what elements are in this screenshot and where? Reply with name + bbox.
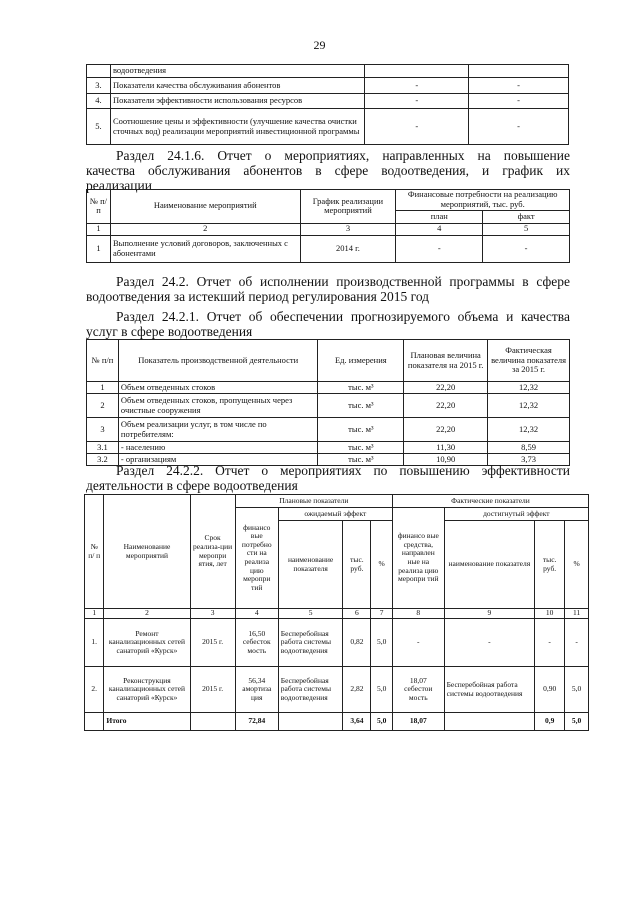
table-row: 1. Ремонт канализационных сетей санаторий «Курск» 2015 г. 16,50 себесток мость Бесперебойная работа системы водоотведения 0,82 5,0 - - - - — [85, 619, 589, 667]
section-24-1-6-heading: Раздел 24.1.6. Отчет о мероприятиях, направленных на повышение качества обслуживания абонентов в сфере водоотведения, и график их реализации — [86, 148, 570, 193]
section-24-2-heading: Раздел 24.2. Отчет об исполнении производственной программы в сфере водоотведения за истекший период регулирования 2015 год — [86, 274, 570, 304]
table-total-row: Итого 72,84 3,64 5,0 18,07 0,9 5,0 — [85, 713, 589, 731]
service-quality-table: № п/п Наименование мероприятий График реализации мероприятий Финансовые потребности на реализацию мероприятий, тыс. руб. план факт 1 2 3 4 5 1 Выполнение условий договоров, заключенных с абонентами 2014 г. - - — [86, 189, 570, 263]
table-row: водоотведения — [87, 65, 569, 78]
efficiency-measures-table: № п/ п Наименование мероприятий Срок реализа-ции меропри ятия, лет Плановые показатели Фактические показатели финансо вые потребно сти на реализа цию меропри тий ожидаемый эффект финансо вые средства, направлен ные на реализа цию меропри тий достигнутый эффект наименование показателя тыс. руб. % наименование показателя тыс. руб. % 1 2 3 4 5 6 7 8 9 10 11 1. Ремонт канализационных сетей санаторий «Курск» 2015 г. 16,50 себесток мость Бесперебойная работа системы водоотведения 0,82 5,0 - - - - 2. Реконструкция канализационных сетей санаторий «Курск» 2015 г. 56,34 амортиза ция Бесперебойная работа системы водоотведения 2,82 5,0 18,07 себестои мость Бесперебойная работа системы водоотведения 0,90 5,0 Итого 72,84 3,64 5,0 18,07 0,9 5,0 — [84, 494, 589, 731]
table-row: 5. Соотношение цены и эффективности (улучшение качества очистки сточных вод) реализации мероприятий инвестиционной программы - - — [87, 109, 569, 145]
table-row: 2. Реконструкция канализационных сетей санаторий «Курск» 2015 г. 56,34 амортиза ция Бесперебойная работа системы водоотведения 2,82 5,0 18,07 себестои мость Бесперебойная работа системы водоотведения 0,90 5,0 — [85, 667, 589, 713]
indicators-table — [86, 64, 569, 145]
section-24-2-1-heading: Раздел 24.2.1. Отчет об обеспечении прогнозируемого объема и качества услуг в сфере водоотведения — [86, 309, 570, 339]
page-number: 29 — [313, 38, 326, 52]
table-row: 2 Объем отведенных стоков, пропущенных через очистные сооружения тыс. м³ 22,20 12,32 — [87, 394, 570, 418]
table-row: 1 Выполнение условий договоров, заключенных с абонентами 2014 г. - - — [87, 235, 570, 262]
production-program-table: № п/п Показатель производственной деятельности Ед. измерения Плановая величина показателя на 2015 г. Фактическая величина показателя за 2015 г. 1 Объем отведенных стоков тыс. м³ 22,20 12,32 2 Объем отведенных стоков, пропущенных через очистные сооружения тыс. м³ 22,20 12,32 3 Объем реализации услуг, в том числе по потребителям: тыс. м³ 22,20 12,32 3.1 - населению тыс. м³ 11,30 8,59 3.2 - организациям тыс. м³ 10,90 3,73 — [86, 339, 570, 466]
table-row: 3.1 - населению тыс. м³ 11,30 8,59 — [87, 442, 570, 454]
table-row: 3.2 - организациям тыс. м³ 10,90 3,73 — [87, 454, 570, 466]
table-index-row: 1 2 3 4 5 — [87, 223, 570, 235]
table-row: 3 Объем реализации услуг, в том числе по потребителям: тыс. м³ 22,20 12,32 — [87, 418, 570, 442]
table-row: 1 Объем отведенных стоков тыс. м³ 22,20 12,32 — [87, 382, 570, 394]
table-row: 4. Показатели эффективности использования ресурсов - - — [87, 94, 569, 109]
table-index-row: 1 2 3 4 5 6 7 8 9 10 11 — [85, 609, 589, 619]
section-24-2-2-heading: Раздел 24.2.2. Отчет о мероприятиях по повышению эффективности деятельности в сфере водоотведения — [86, 463, 570, 493]
table-row: 3. Показатели качества обслуживания абонентов - - — [87, 78, 569, 94]
